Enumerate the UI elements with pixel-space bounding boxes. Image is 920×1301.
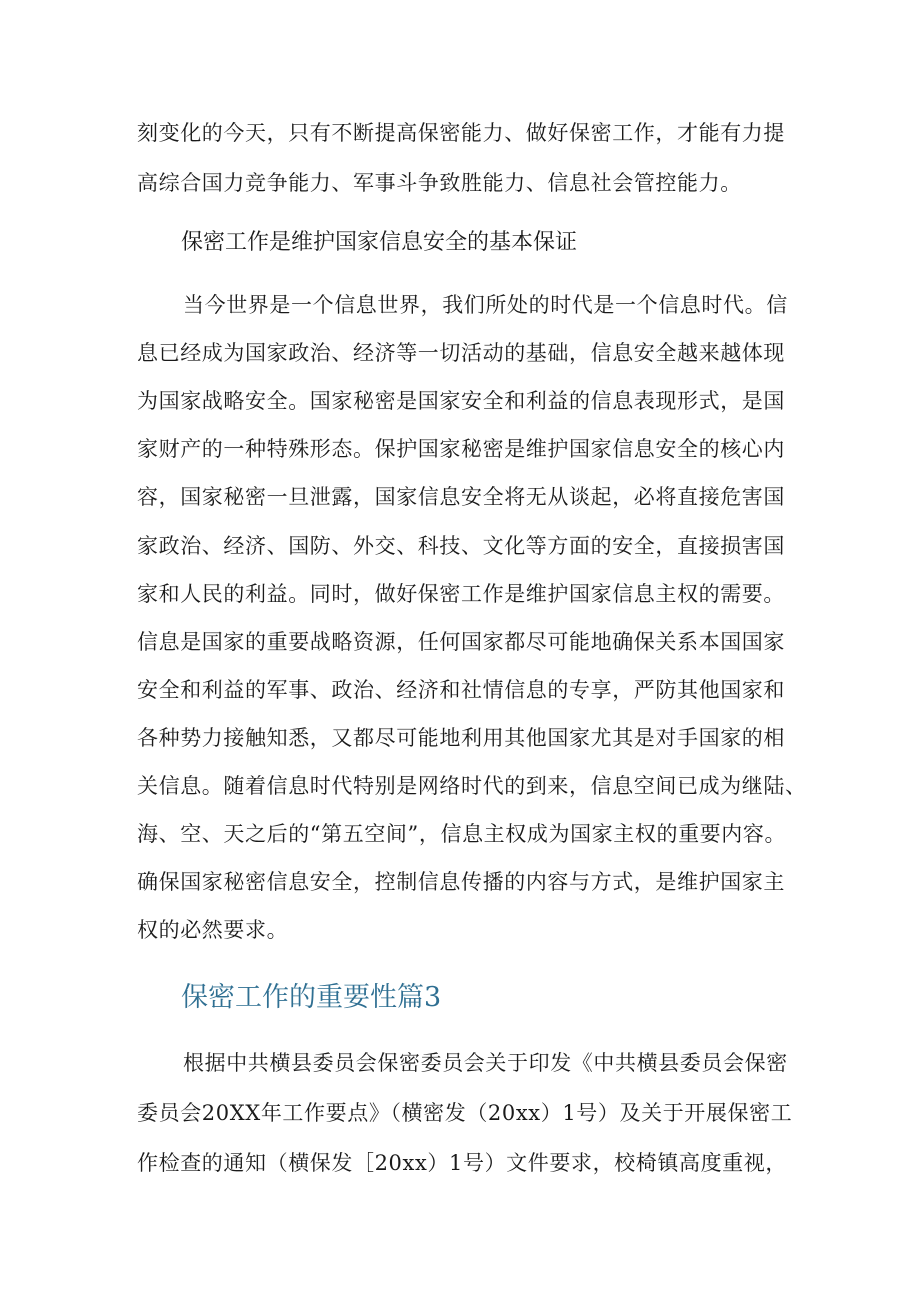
subheading: 保密工作是维护国家信息安全的基本保证 — [181, 230, 578, 255]
section-heading: 保密工作的重要性篇3 — [181, 982, 442, 1013]
paragraph-line: 根据中共横县委员会保密委员会关于印发《中共横县委员会保密 — [183, 1051, 788, 1075]
paragraph-line: 容，国家秘密一旦泄露，国家信息安全将无从谈起，必将直接危害国 — [137, 485, 785, 509]
paragraph-line: 家和人民的利益。同时，做好保密工作是维护国家信息主权的需要。 — [137, 582, 785, 606]
paragraph-line: 权的必然要求。 — [137, 918, 289, 942]
paragraph-line: 家政治、经济、国防、外交、科技、文化等方面的安全，直接损害国 — [137, 534, 785, 558]
paragraph-line: 息已经成为国家政治、经济等一切活动的基础，信息安全越来越体现 — [137, 341, 785, 365]
paragraph-line: 刻变化的今天，只有不断提高保密能力、做好保密工作，才能有力提 — [137, 121, 785, 145]
paragraph-line: 高综合国力竞争能力、军事斗争致胜能力、信息社会管控能力。 — [137, 171, 742, 195]
paragraph-line: 海、空、天之后的“第五空间”，信息主权成为国家主权的重要内容。 — [137, 822, 787, 846]
paragraph-line: 各种势力接触知悉，又都尽可能地利用其他国家尤其是对手国家的相 — [137, 726, 785, 750]
paragraph-line: 当今世界是一个信息世界，我们所处的时代是一个信息时代。信 — [183, 293, 788, 317]
paragraph-line: 确保国家秘密信息安全，控制信息传播的内容与方式，是维护国家主 — [137, 870, 785, 894]
paragraph-line: 为国家战略安全。国家秘密是国家安全和利益的信息表现形式，是国 — [137, 389, 785, 413]
paragraph-line: 信息是国家的重要战略资源，任何国家都尽可能地确保关系本国国家 — [137, 630, 785, 654]
paragraph-line: 委员会20XX年工作要点》（横密发（20xx）1号）及关于开展保密工 — [137, 1101, 793, 1125]
paragraph-line: 家财产的一种特殊形态。保护国家秘密是维护国家信息安全的核心内 — [137, 437, 785, 461]
paragraph-line: 作检查的通知（横保发［20xx）1号）文件要求，校椅镇高度重视， — [137, 1151, 787, 1175]
paragraph-line: 关信息。随着信息时代特别是网络时代的到来，信息空间已成为继陆、 — [137, 774, 807, 798]
paragraph-line: 安全和利益的军事、政治、经济和社情信息的专享，严防其他国家和 — [137, 678, 785, 702]
